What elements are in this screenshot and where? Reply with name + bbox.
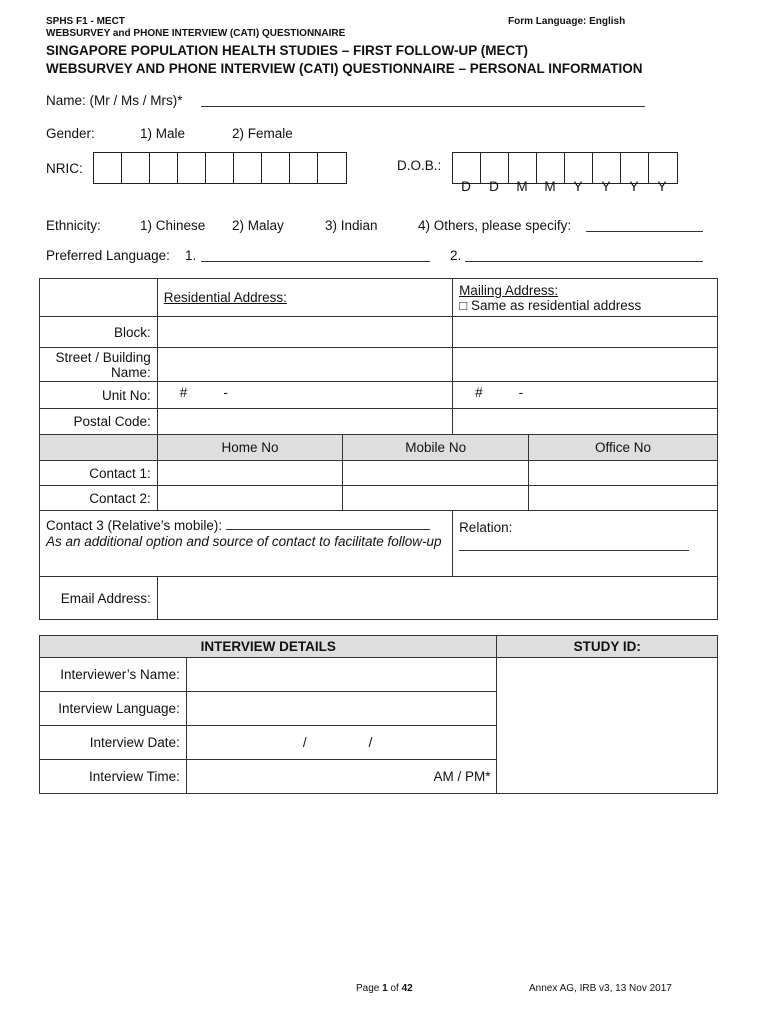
interview-date-label: Interview Date:	[40, 726, 187, 760]
mobile-no-header: Mobile No	[343, 435, 529, 461]
email-label: Email Address:	[40, 577, 158, 620]
page-title-line2: WEBSURVEY AND PHONE INTERVIEW (CATI) QUESTIONNAIRE – PERSONAL INFORMATION	[46, 61, 643, 76]
ethnicity-option-indian[interactable]: 3) Indian	[325, 218, 378, 233]
contact2-home-field[interactable]	[157, 486, 343, 511]
address-table	[39, 278, 718, 620]
postal-code-label: Postal Code:	[40, 409, 158, 435]
unit-label: Unit No:	[40, 382, 158, 409]
contact3-label: Contact 3 (Relative’s mobile):	[46, 518, 446, 534]
same-as-residential-checkbox[interactable]: □ Same as residential address	[459, 297, 642, 313]
interview-time-field[interactable]	[186, 760, 497, 794]
street-label: Street / Building Name:	[40, 348, 158, 382]
ethnicity-option-chinese[interactable]: 1) Chinese	[140, 218, 206, 233]
residential-unit-field[interactable]: # -	[157, 382, 452, 409]
gender-option-male[interactable]: 1) Male	[140, 126, 186, 141]
relation-label: Relation:	[459, 520, 513, 535]
contact3-field[interactable]	[226, 518, 430, 530]
residential-postal-field[interactable]	[157, 409, 452, 435]
contact1-office-field[interactable]	[529, 461, 718, 486]
gender-label: Gender:	[46, 126, 95, 141]
relation-field[interactable]	[459, 538, 689, 551]
interview-details-table	[39, 635, 718, 794]
interviewer-name-field[interactable]	[186, 658, 497, 692]
preferred-language-2-field[interactable]	[465, 249, 703, 262]
ethnicity-specify-field[interactable]	[586, 219, 703, 232]
page-title-line1: SINGAPORE POPULATION HEALTH STUDIES – FIRST FOLLOW-UP (MECT)	[46, 43, 528, 58]
am-pm-selector[interactable]: AM / PM*	[433, 769, 491, 784]
residential-street-field[interactable]	[157, 348, 452, 382]
office-no-header: Office No	[529, 435, 718, 461]
home-no-header: Home No	[157, 435, 343, 461]
ethnicity-label: Ethnicity:	[46, 218, 101, 233]
mailing-postal-field[interactable]	[453, 409, 718, 435]
interviewer-name-label: Interviewer’s Name:	[40, 658, 187, 692]
dob-format: D D M M Y Y Y Y	[461, 179, 667, 194]
form-subtitle: WEBSURVEY and PHONE INTERVIEW (CATI) QUESTIONNAIRE	[46, 28, 346, 39]
mailing-block-field[interactable]	[453, 317, 718, 348]
study-id-header: STUDY ID:	[497, 636, 718, 658]
contact2-office-field[interactable]	[529, 486, 718, 511]
mailing-street-field[interactable]	[453, 348, 718, 382]
contact2-mobile-field[interactable]	[343, 486, 529, 511]
interview-details-header: INTERVIEW DETAILS	[40, 636, 497, 658]
residential-block-field[interactable]	[157, 317, 452, 348]
interview-time-label: Interview Time:	[40, 760, 187, 794]
contact1-home-field[interactable]	[157, 461, 343, 486]
preferred-language-label: Preferred Language:	[46, 248, 170, 263]
contact3-note: As an additional option and source of contact to facilitate follow-up	[46, 534, 442, 549]
interview-language-field[interactable]	[186, 692, 497, 726]
study-id-field[interactable]	[497, 658, 718, 794]
preferred-language-1-label: 1.	[185, 248, 197, 263]
nric-boxes[interactable]	[93, 152, 347, 184]
contact2-label: Contact 2:	[40, 486, 158, 511]
nric-label: NRIC:	[46, 161, 83, 176]
preferred-language-2-label: 2.	[450, 248, 462, 263]
block-label: Block:	[40, 317, 158, 348]
residential-address-heading: Residential Address:	[163, 290, 287, 305]
ethnicity-option-malay[interactable]: 2) Malay	[232, 218, 284, 233]
mailing-address-heading: Mailing Address:	[459, 282, 559, 298]
form-language: Form Language: English	[508, 16, 626, 27]
contact1-label: Contact 1:	[40, 461, 158, 486]
name-field[interactable]	[201, 94, 645, 107]
page-number: Page 1 of 42	[356, 983, 413, 994]
email-field[interactable]	[157, 577, 717, 620]
annex-reference: Annex AG, IRB v3, 13 Nov 2017	[529, 983, 672, 994]
gender-option-female[interactable]: 2) Female	[232, 126, 293, 141]
name-label: Name: (Mr / Ms / Mrs)*	[46, 93, 183, 108]
interview-language-label: Interview Language:	[40, 692, 187, 726]
preferred-language-1-field[interactable]	[201, 249, 430, 262]
dob-label: D.O.B.:	[397, 158, 442, 173]
form-code: SPHS F1 - MECT	[46, 16, 125, 27]
interview-date-field[interactable]: / /	[186, 726, 497, 760]
ethnicity-option-others[interactable]: 4) Others, please specify:	[418, 218, 572, 233]
mailing-unit-field[interactable]: # -	[453, 382, 718, 409]
contact1-mobile-field[interactable]	[343, 461, 529, 486]
